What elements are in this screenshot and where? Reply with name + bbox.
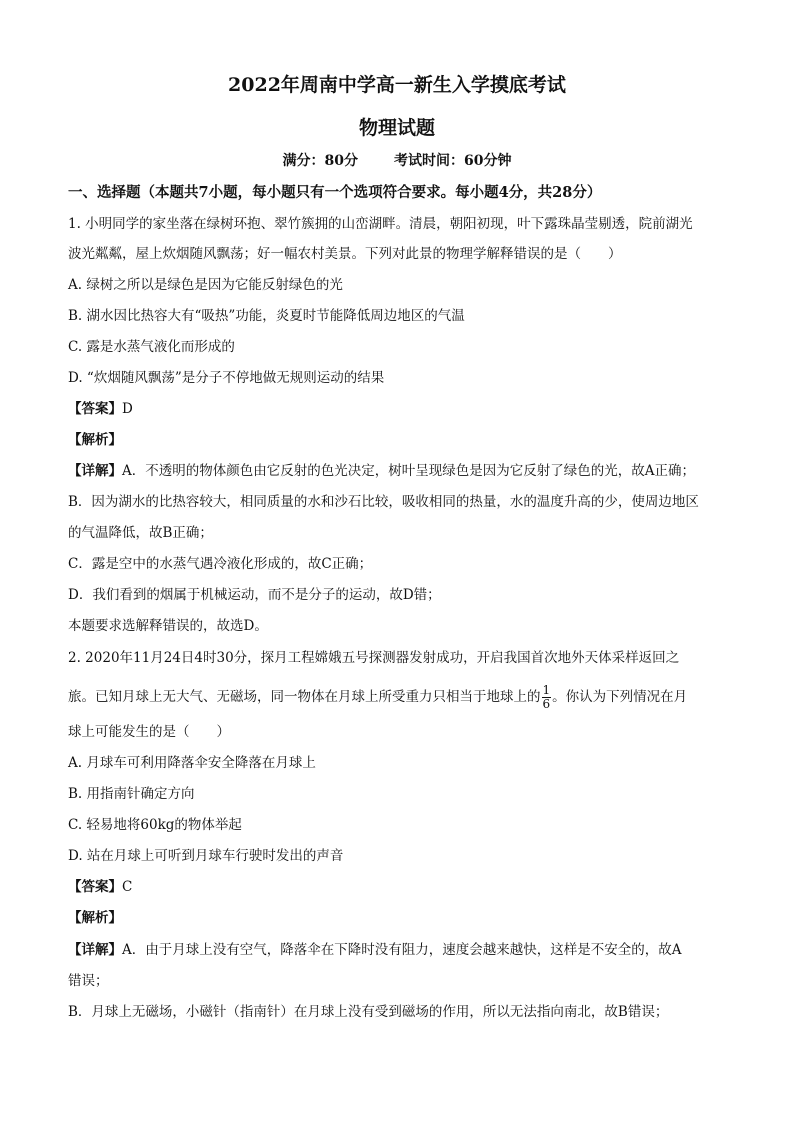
q1-analysis-label: 【解析】	[68, 432, 122, 448]
answer-label: 【答案】	[68, 401, 122, 417]
score-info: 满分：80分	[282, 153, 358, 169]
q2-stem-line-1: 2. 2020年11月24日4时30分，探月工程嫦娥五号探测器发射成功，开启我国首次地外天体采样返回之	[68, 650, 680, 666]
answer-label: 【答案】	[68, 879, 122, 895]
time-info: 考试时间：60分钟	[394, 153, 512, 169]
section-heading: 一、选择题（本题共7小题，每小题只有一个选项符合要求。每小题4分，共28分）	[68, 184, 602, 201]
q2-detail-line-1	[68, 940, 682, 960]
q1-option-a: A. 绿树之所以是绿色是因为它能反射绿色的光	[68, 277, 343, 293]
q2-option-c: C. 轻易地将60kg的物体举起	[68, 817, 242, 833]
answer-value: C	[122, 879, 133, 895]
subject-title: 物理试题	[358, 117, 435, 139]
q1-option-b: B. 湖水因比热容大有“吸热”功能，炎夏时节能降低周边地区的气温	[68, 308, 465, 324]
q2-stem-text-b: 。你认为下列情况在月	[552, 689, 688, 705]
q1-stem-line-1: 1. 小明同学的家坐落在绿树环抱、翠竹簇拥的山峦湖畔。清晨，朝阳初现，叶下露珠晶莹剔透，院前湖光	[68, 216, 693, 232]
detail-label: 【详解】	[68, 942, 122, 958]
q1-option-c: C. 露是水蒸气液化而形成的	[68, 339, 235, 355]
q2-detail-line-3: B．月球上无磁场，小磁针（指南针）在月球上没有受到磁场的作用，所以无法指向南北，故B错误；	[68, 1004, 669, 1020]
detail-text: A．不透明的物体颜色由它反射的色光决定，树叶呈现绿色是因为它反射了绿色的光，故A正确；	[122, 463, 695, 479]
q1-answer	[68, 399, 133, 419]
q2-detail-line-2: 错误；	[68, 973, 109, 989]
exam-title: 2022年周南中学高一新生入学摸底考试	[228, 74, 566, 96]
q1-detail-line-6: 本题要求选解释错误的，故选D。	[68, 618, 268, 634]
q1-detail-line-5: D．我们看到的烟属于机械运动，而不是分子的运动，故D错；	[68, 587, 441, 603]
q1-stem-line-2: 波光粼粼，屋上炊烟随风飘荡；好一幅农村美景。下列对此景的物理学解释错误的是（ ）	[68, 246, 622, 262]
exam-info	[0, 150, 794, 170]
fraction-one-sixth	[542, 684, 552, 711]
fraction-numerator: 1	[542, 683, 551, 697]
q1-detail-line-3: 的气温降低，故B正确；	[68, 525, 213, 541]
q1-option-d: D. “炊烟随风飘荡”是分子不停地做无规则运动的结果	[68, 370, 385, 386]
answer-value: D	[122, 401, 133, 417]
q2-stem-line-2	[68, 684, 687, 711]
fraction-denominator: 6	[542, 697, 551, 711]
q2-stem-line-3: 球上可能发生的是（ ）	[68, 724, 230, 740]
q2-answer	[68, 877, 132, 897]
detail-label: 【详解】	[68, 463, 122, 479]
q2-analysis-label: 【解析】	[68, 910, 122, 926]
detail-text: A．由于月球上没有空气，降落伞在下降时没有阻力，速度会越来越快，这样是不安全的，故A	[122, 942, 682, 958]
q1-detail-line-2: B．因为湖水的比热容较大，相同质量的水和沙石比较，吸收相同的热量，水的温度升高的少，使周边地区	[68, 494, 699, 510]
q2-option-d: D. 站在月球上可听到月球车行驶时发出的声音	[68, 848, 344, 864]
q2-option-a: A. 月球车可利用降落伞安全降落在月球上	[68, 755, 316, 771]
q2-stem-text-a: 旅。已知月球上无大气、无磁场，同一物体在月球上所受重力只相当于地球上的	[68, 689, 541, 705]
q1-detail-line-4: C．露是空中的水蒸气遇冷液化形成的，故C正确；	[68, 556, 373, 572]
q1-detail-line-1	[68, 461, 695, 481]
q2-option-b: B. 用指南针确定方向	[68, 786, 195, 802]
